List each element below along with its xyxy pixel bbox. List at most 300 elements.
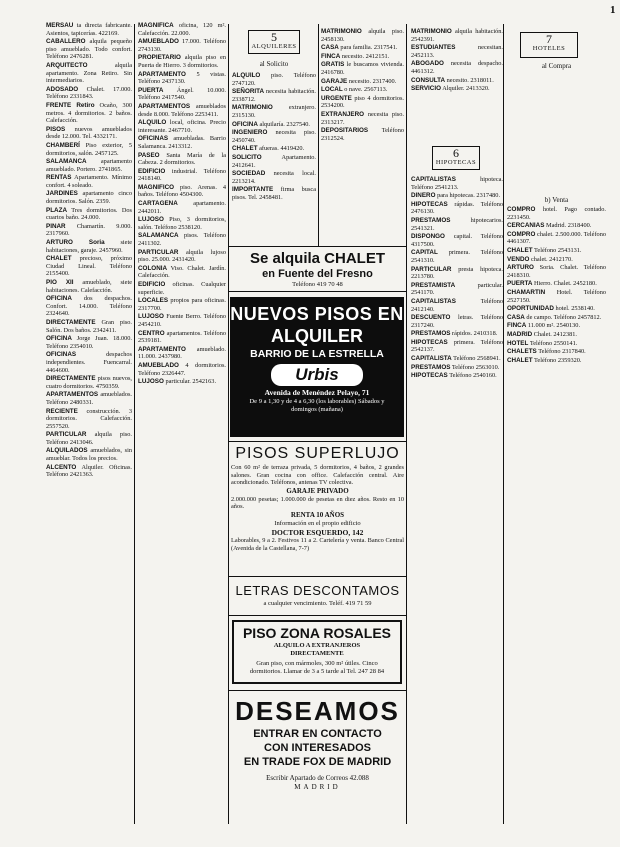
- entry-keyword: ARTURO Soria: [46, 239, 105, 247]
- entry-keyword: PINAR: [46, 222, 66, 230]
- entry-keyword: CHAMBERÍ: [46, 141, 80, 149]
- classified-entry: [46, 190, 132, 205]
- classified-entry: [321, 61, 404, 76]
- classified-entry: [46, 408, 132, 431]
- classified-entry: [138, 346, 226, 361]
- classified-entry: [411, 355, 503, 363]
- entry-keyword: HOTEL: [507, 339, 529, 347]
- classified-entry: [138, 313, 226, 328]
- deseamos-ad-line-3: EN TRADE FOX DE MADRID: [243, 756, 392, 768]
- entry-keyword: ALQUILO: [138, 119, 167, 127]
- entry-text: extranjero. 2315130.: [232, 104, 316, 119]
- entry-keyword: INGENIERO: [232, 129, 268, 137]
- entry-text: Chamartín. 9.000. 2317960.: [46, 222, 132, 238]
- classified-entry: [321, 127, 404, 142]
- entry-text: rápidos. 2410318.: [452, 330, 498, 338]
- entry-keyword: LUJOSO: [138, 313, 164, 321]
- urbis-ad: [230, 297, 404, 437]
- entry-keyword: DIRECTAMENTE: [46, 318, 96, 326]
- deseamos-ad-line-1: ENTRAR EN CONTACTO: [253, 728, 382, 740]
- entry-text: primera. Teléfono 2541310.: [411, 249, 503, 264]
- classified-column-5: [411, 176, 503, 826]
- entry-keyword: FRENTE Retiro: [46, 101, 95, 109]
- entry-keyword: PARTICULAR: [46, 431, 87, 439]
- entry-text: para hipotecas. 2317480.: [437, 192, 501, 200]
- entry-text: alquila piso. Teléfono 2413046.: [46, 431, 132, 446]
- entry-text: Apartamento. Mínimo confort. 4 soleado.: [46, 174, 132, 189]
- entry-keyword: ALQUILO: [232, 72, 261, 79]
- classified-entry: [321, 86, 404, 94]
- entry-text: firma busca pisos. Tel. 2458481.: [232, 186, 316, 201]
- classified-entry: [46, 86, 132, 101]
- section-number: 7: [546, 32, 552, 46]
- classified-entry: [321, 111, 404, 126]
- entry-keyword: EDIFICIO: [138, 281, 166, 288]
- entry-text: chalet. 2.500.000. Teléfono 4461307.: [507, 230, 606, 246]
- entry-keyword: SALAMANCA: [46, 158, 87, 166]
- classified-entry: [411, 85, 503, 93]
- classified-entry: [138, 71, 226, 86]
- entry-keyword: CENTRO: [138, 329, 165, 337]
- column-rule: [134, 24, 135, 824]
- classified-entry: [232, 121, 316, 129]
- entry-keyword: HIPOTECAS: [411, 200, 448, 208]
- entry-text: Teléfono 2412140.: [411, 297, 503, 313]
- entry-text: particular. 2541170.: [411, 281, 503, 297]
- entry-text: oficina, 120 m². Calefacción. 22.000.: [138, 22, 226, 37]
- entry-keyword: OFICINAS: [46, 351, 77, 359]
- entry-text: necesita habitación. 2338712.: [232, 88, 316, 103]
- classified-entry: [507, 357, 606, 365]
- urbis-ad-title-2: ALQUILER: [271, 326, 363, 346]
- classified-entry: [411, 77, 503, 85]
- chalet-ad: [229, 248, 406, 292]
- classified-entry: [411, 372, 503, 380]
- classified-entry: [507, 331, 606, 339]
- entry-keyword: PRESTAMOS: [411, 330, 451, 338]
- entry-keyword: COMPRO: [507, 206, 536, 213]
- classified-entry: [138, 249, 226, 264]
- classified-entry: [411, 28, 503, 43]
- entry-text: necesita piso. 2313217.: [321, 110, 404, 126]
- entry-keyword: EDIFICIO: [138, 167, 166, 175]
- deseamos-ad-city: MADRID: [294, 783, 341, 791]
- entry-text: hipotecarios. 2541321.: [411, 216, 503, 232]
- classified-entry: [321, 28, 404, 43]
- classified-entry: [411, 249, 503, 264]
- entry-text: Ángel. 10.000. Teléfono 2417540.: [138, 86, 226, 102]
- entry-text: amuebladas. Barrio Salamanca. 2413312.: [138, 135, 226, 150]
- entry-text: Gran piso. Salón. Dos baños. 2342411.: [46, 318, 132, 334]
- entry-text: necesitan. 2452113.: [411, 44, 503, 59]
- entry-text: Teléfono 2568941.: [453, 355, 501, 363]
- entry-text: alquila apartamento. Zona Retiro. Sin intermediarios.: [46, 61, 132, 85]
- entry-text: apartamentos. Teléfono 2539181.: [138, 329, 226, 345]
- entry-keyword: APARTAMENTOS: [46, 391, 99, 399]
- entry-text: amueblados, sin amueblar. Todos los precios.: [46, 447, 132, 463]
- entry-keyword: MATRIMONIO: [411, 28, 452, 35]
- section-label: HIPOTECAS: [435, 159, 477, 166]
- classified-entry: [411, 217, 503, 232]
- entry-keyword: COMPRO: [507, 230, 536, 238]
- entry-keyword: GRATIS: [321, 61, 345, 69]
- superlujo-ad-body: Con 60 m² de terraza privada, 5 dormitorios, 4 baños, 2 grandes salones. Gran cocina con office. Calefacción central. Aire acondicionado. Teléfonos, antenas TV colectiva.: [231, 464, 404, 487]
- deseamos-ad: [229, 690, 406, 820]
- entry-text: despachos independientes. Fuencarral. 4464600.: [46, 351, 132, 374]
- classified-entry: [138, 119, 226, 134]
- entry-keyword: MATRIMONIO: [232, 104, 273, 112]
- entry-text: Chalet. 2412381.: [533, 330, 577, 338]
- classified-entry: [138, 22, 226, 37]
- entry-keyword: PARTICULAR: [411, 265, 452, 273]
- entry-keyword: OPORTUNIDAD: [507, 305, 554, 313]
- classified-entry: [507, 222, 606, 230]
- classified-entry: [507, 231, 606, 246]
- classified-entry: [507, 289, 606, 304]
- classified-entry: [46, 223, 132, 238]
- entry-keyword: CAPITALISTA: [411, 355, 452, 363]
- entry-keyword: PUERTA: [507, 280, 533, 288]
- entry-text: ta directa fabricante. Asientos, tapicerías. 422169.: [46, 22, 132, 37]
- superlujo-ad: [229, 441, 406, 577]
- entry-keyword: SALAMANCA: [138, 232, 179, 240]
- entry-keyword: MAGNIFICO: [138, 183, 175, 191]
- classified-entry: [507, 264, 606, 279]
- entry-text: capital. Teléfono 4317500.: [411, 233, 503, 248]
- entry-keyword: LUJOSO: [138, 216, 164, 224]
- entry-keyword: ARTURO: [507, 264, 534, 272]
- entry-text: 4 dormitorios. Teléfono 2326447.: [138, 361, 226, 377]
- entry-text: industrial. Teléfono 2418140.: [138, 167, 226, 183]
- deseamos-ad-footer: Escribir Apartado de Correos 42.088: [266, 774, 369, 782]
- entry-keyword: DEPOSITARIOS: [321, 127, 369, 135]
- entry-keyword: VENDO: [507, 255, 530, 263]
- classified-entry: [507, 256, 606, 264]
- classified-entry: [46, 207, 132, 222]
- entry-text: Santa María de la Cabeza. 2 dormitorios.: [138, 151, 226, 167]
- entry-text: alquila pequeño piso amueblado. Todo confort. Teléfono 2476281.: [46, 38, 132, 61]
- entry-text: necesita despacho. 4461312.: [411, 60, 503, 75]
- letras-ad-body: a cualquier vencimiento. Teléf. 419 71 59: [263, 600, 372, 607]
- entry-keyword: RECIENTE: [46, 407, 78, 415]
- classified-column-6-compra: [507, 72, 606, 192]
- entry-text: Chalet. 17.000. Teléfono 2331843.: [46, 85, 132, 101]
- entry-keyword: CASA: [507, 313, 525, 321]
- entry-keyword: LOCAL: [321, 86, 343, 94]
- entry-keyword: DINERO: [411, 192, 436, 200]
- entry-keyword: JARDINES: [46, 190, 78, 198]
- classified-entry: [507, 247, 606, 255]
- entry-keyword: CAPITALISTAS: [411, 297, 456, 305]
- entry-text: hotel. Pago contado. 2231450.: [507, 206, 606, 221]
- entry-keyword: SERVICIO: [411, 85, 441, 93]
- entry-text: para familia. 2317541.: [340, 44, 398, 52]
- superlujo-ad-title: PISOS SUPERLUJO: [235, 445, 400, 462]
- entry-text: local, oficina. Precio interesante. 2467710.: [138, 119, 226, 134]
- entry-keyword: AMUEBLADO: [138, 361, 179, 369]
- classified-entry: [507, 280, 606, 288]
- entry-keyword: RENTAS: [46, 174, 72, 182]
- entry-text: Teléfono 2550141.: [529, 339, 578, 347]
- letras-ad-title: LETRAS DESCONTAMOS: [235, 583, 400, 598]
- classified-entry: [411, 298, 503, 313]
- entry-text: dos despachos. Confort. 14.000. Teléfono 2324640.: [46, 295, 132, 318]
- entry-text: Madrid. 2318400.: [546, 222, 592, 230]
- classified-entry: [46, 464, 132, 479]
- entry-text: letras. Teléfono 2317240.: [411, 314, 503, 329]
- classified-entry: [138, 216, 226, 231]
- classified-entry: [138, 378, 226, 386]
- classified-entry: [46, 22, 132, 37]
- classified-entry: [411, 330, 503, 338]
- entry-keyword: URGENTE: [321, 94, 352, 102]
- urbis-ad-hours: De 9 a 1,30 y de 4 a 6,30 (los laborables) Sábados y domingos (mañana): [249, 398, 385, 413]
- entry-keyword: HIPOTECAS: [411, 338, 448, 346]
- classified-entry: [46, 375, 132, 390]
- entry-keyword: CHALET: [46, 255, 72, 263]
- entry-text: hipoteca. Teléfono 2541213.: [411, 176, 503, 191]
- entry-text: Piso exterior, 5 dormitorios, salón. 2457125.: [46, 141, 132, 157]
- classified-entry: [46, 158, 132, 173]
- superlujo-ad-renta: RENTA 10 AÑOS: [290, 510, 345, 519]
- entry-keyword: DIRECTAMENTE: [46, 375, 96, 383]
- entry-text: apartamento. 2442011.: [138, 200, 226, 215]
- classified-entry: [232, 104, 316, 119]
- urbis-ad-address: Avenida de Menéndez Pelayo, 71: [264, 388, 370, 397]
- classified-entry: [321, 78, 404, 86]
- entry-keyword: APARTAMENTO: [138, 345, 186, 353]
- classified-entry: [411, 282, 503, 297]
- classified-entry: [507, 340, 606, 348]
- rosales-ad-title: PISO ZONA ROSALES: [242, 625, 392, 641]
- classified-entry: [507, 348, 606, 356]
- entry-text: Teléfono 2312524.: [321, 127, 404, 142]
- section-number: 6: [453, 146, 459, 160]
- classified-entry: [411, 364, 503, 372]
- entry-keyword: SOLICITO: [232, 153, 262, 161]
- entry-keyword: ABOGADO: [411, 60, 444, 68]
- classified-entry: [411, 201, 503, 216]
- classified-entry: [138, 38, 226, 53]
- entry-keyword: FINCA: [321, 52, 341, 60]
- hoteles-subsection-compra: al Compra: [541, 62, 572, 70]
- column-rule: [503, 24, 504, 824]
- entry-text: amueblado. 11.000. 2437980.: [138, 345, 226, 361]
- entry-keyword: HIPOTECAS: [411, 372, 448, 380]
- letras-ad: [229, 580, 406, 616]
- entry-keyword: AMUEBLADO: [138, 38, 179, 46]
- classified-entry: [46, 295, 132, 318]
- chalet-ad-location: en Fuente del Fresno: [262, 268, 373, 280]
- classified-entry: [46, 279, 132, 294]
- entry-keyword: DISPONGO: [411, 233, 445, 241]
- superlujo-ad-price: 2.000.000 pesetas; 1.000.000 de pesetas en diez años. Resto en 10 años.: [231, 495, 404, 511]
- entry-keyword: CASA: [321, 44, 339, 52]
- entry-text: Teléfono 2317840.: [538, 348, 586, 356]
- entry-keyword: ESTUDIANTES: [411, 44, 456, 52]
- chalet-ad-phone: Teléfono 419 70 48: [292, 281, 343, 288]
- entry-text: Viso. Chalet. Jardín. Calefacción.: [138, 264, 226, 280]
- classified-entry: [138, 362, 226, 377]
- entry-text: pisos. Teléfono 2411302.: [138, 232, 226, 248]
- classified-entry: [411, 192, 503, 200]
- entry-text: alquila piso. 2458130.: [321, 28, 404, 43]
- entry-text: Hierro. Chalet. 2452180.: [534, 280, 597, 288]
- entry-keyword: MERSAU: [46, 22, 74, 29]
- entry-keyword: PRESTAMOS: [411, 363, 451, 371]
- classified-entry: [232, 88, 316, 103]
- entry-keyword: PISOS: [46, 125, 66, 133]
- entry-keyword: CHALETS: [507, 348, 537, 356]
- entry-text: Alquiler. 2413320.: [442, 85, 490, 93]
- classified-entry: [46, 391, 132, 406]
- classified-entry: [232, 154, 316, 169]
- entry-text: 11.000 m². 2540130.: [527, 322, 581, 330]
- classified-entry: [232, 170, 316, 185]
- entry-text: o nave. 2567113.: [344, 86, 388, 94]
- classified-entry: [46, 174, 132, 189]
- entry-keyword: OFICINA: [46, 335, 72, 343]
- entry-keyword: APARTAMENTO: [138, 70, 186, 78]
- entry-keyword: EXTRANJERO: [321, 110, 365, 118]
- classified-entry: [46, 62, 132, 85]
- classified-column-1: [46, 22, 132, 822]
- superlujo-ad-garaje: GARAJE PRIVADO: [286, 486, 349, 495]
- classified-entry: [46, 351, 132, 374]
- entry-keyword: OFICINA: [232, 120, 258, 128]
- urbis-ad-title-1: NUEVOS PISOS EN: [230, 304, 404, 324]
- entry-keyword: PLAZA: [46, 206, 67, 214]
- classified-entry: [46, 142, 132, 157]
- classified-entry: [46, 239, 132, 254]
- classified-entry: [138, 281, 226, 296]
- entry-text: Piso, 3 dormitorios, salón. Teléfono 2538120.: [138, 216, 226, 231]
- classified-entry: [138, 184, 226, 199]
- section-label: ALQUILERES: [251, 43, 297, 50]
- entry-keyword: CHAMARTIN: [507, 288, 546, 296]
- entry-keyword: PRESTAMISTA: [411, 281, 456, 289]
- entry-keyword: CAPITALISTAS: [411, 176, 456, 183]
- entry-keyword: ALQUILADOS: [46, 447, 88, 455]
- entry-keyword: CERCANIAS: [507, 222, 545, 230]
- classified-entry: [46, 319, 132, 334]
- entry-keyword: MATRIMONIO: [321, 28, 362, 35]
- entry-text: alquila habitación. 2542391.: [411, 28, 503, 43]
- entry-text: Teléfono 2540160.: [449, 372, 497, 380]
- classified-entry: [138, 103, 226, 118]
- entry-text: afueras. 4419420.: [259, 145, 305, 153]
- entry-keyword: PASEO: [138, 151, 160, 159]
- entry-text: necesito. 2412151.: [341, 52, 390, 60]
- classified-entry: [138, 87, 226, 102]
- entry-keyword: PIO XII: [46, 279, 74, 286]
- classified-entry: [46, 431, 132, 446]
- entry-text: amueblados desde 8.000. Teléfono 2253411.: [138, 102, 226, 118]
- classified-column-2: [138, 22, 226, 822]
- classified-entry: [411, 266, 503, 281]
- entry-text: Soria. Chalet. Teléfono 2418310.: [507, 264, 606, 279]
- chalet-ad-headline: Se alquila CHALET: [249, 250, 386, 267]
- superlujo-ad-address: DOCTOR ESQUERDO, 142: [271, 527, 364, 537]
- entry-keyword: SOCIEDAD: [232, 170, 266, 178]
- entry-text: chalet. 2412170.: [530, 255, 573, 263]
- classified-entry: [138, 232, 226, 247]
- entry-text: Ocaño, 300 metros. 4 dormitorios. 2 baños. Calefacción.: [46, 101, 132, 125]
- urbis-logo-text: Urbis: [295, 365, 339, 384]
- entry-keyword: LUJOSO: [138, 378, 164, 386]
- entry-text: rápidas. Teléfono 2476130.: [411, 200, 503, 216]
- entry-keyword: CHALET: [507, 246, 533, 254]
- entry-keyword: FINCA: [507, 322, 527, 330]
- rosales-ad-body: Gran piso, con mármoles, 300 m² útiles. Cinco dormitorios. Llamar de 3 a 5 tarde al Tel. 247 28 84: [249, 660, 385, 675]
- entry-text: presta hipoteca. 2213780.: [411, 265, 503, 281]
- entry-keyword: MADRID: [507, 330, 533, 338]
- superlujo-ad-hours: Laborables, 9 a 2. Festivos 11 a 2. Cartelería y venta. Banco Central (Avenida de la Castellana, 7-7): [231, 536, 404, 552]
- entry-text: alquila piso en Puerta de Hierro. 3 dormitorios.: [138, 54, 226, 69]
- classified-entry: [411, 44, 503, 59]
- entry-keyword: OFICINA: [46, 295, 72, 303]
- classified-entry: [507, 314, 606, 322]
- entry-text: 17.000. Teléfono 2743130.: [138, 38, 226, 53]
- entry-text: amueblados. Teléfono 2480331.: [46, 391, 132, 406]
- entry-keyword: CHALET: [507, 356, 533, 364]
- entry-text: de campo. Teléfono 2457812.: [526, 313, 602, 321]
- classified-entry: [321, 95, 404, 110]
- classified-entry: [138, 168, 226, 183]
- superlujo-ad-info: Información en el propio edificio: [274, 519, 361, 527]
- entry-text: apartamento cinco dormitorios. Salón. 2359.: [46, 190, 132, 206]
- classified-entry: [321, 53, 404, 61]
- entry-keyword: PROPIETARIO: [138, 54, 181, 62]
- classified-column-5-top: [411, 28, 503, 128]
- classified-entry: [46, 38, 132, 61]
- entry-text: construcción. 3 dormitorios. Calefacción. 2557520.: [46, 407, 132, 430]
- entry-text: primera. Teléfono 2542137.: [411, 338, 503, 354]
- entry-text: Jorge Juan. 18.000. Teléfono 2354010.: [46, 335, 132, 350]
- classified-entry: [232, 145, 316, 153]
- column-rule: [406, 24, 407, 824]
- entry-keyword: PARTICULAR: [138, 248, 179, 256]
- classified-entry: [138, 297, 226, 312]
- classified-entry: [411, 176, 503, 191]
- entry-keyword: ADOSADO: [46, 85, 79, 93]
- entry-keyword: CABALLERO: [46, 38, 86, 46]
- entry-text: 5 vistas. Teléfono 2437130.: [138, 70, 226, 86]
- classified-column-6: [507, 206, 606, 826]
- urbis-ad-district: BARRIO DE LA ESTRELLA: [250, 348, 384, 360]
- entry-text: pisos nuevos, cuatro dormitorios. 4750359.: [46, 375, 132, 390]
- column-rule: [318, 24, 319, 246]
- classified-entry: [46, 126, 132, 141]
- classified-column-3: [232, 72, 316, 244]
- entry-text: particular. 2542163.: [165, 378, 217, 386]
- entry-text: Teléfono 2563010.: [451, 363, 500, 371]
- entry-text: piso. Arenas. 4 baños. Teléfono 4504300.: [138, 183, 226, 199]
- alquileres-subsection: al Solicito: [259, 60, 289, 68]
- entry-text: necesita local. 2213214.: [232, 170, 316, 185]
- entry-keyword: APARTAMENTOS: [138, 102, 191, 110]
- alquileres-section-header: [248, 30, 300, 54]
- classified-entry: [46, 102, 132, 125]
- entry-keyword: MAGNIFICA: [138, 22, 174, 29]
- classified-entry: [138, 135, 226, 150]
- classified-entry: [411, 339, 503, 354]
- entry-text: Hotel. Teléfono 2527150.: [507, 288, 606, 304]
- entry-text: Tres dormitorios. Dos cuartos baño. 24.000.: [46, 206, 132, 222]
- classified-entry: [138, 200, 226, 215]
- classified-entry: [232, 72, 316, 87]
- classified-entry: [507, 206, 606, 221]
